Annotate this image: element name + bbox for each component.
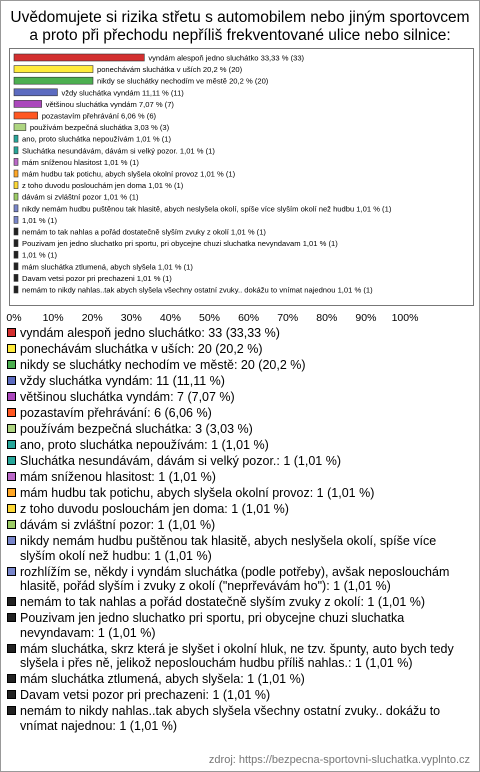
legend-item xyxy=(7,642,475,671)
bar xyxy=(14,77,93,84)
legend-swatch xyxy=(7,597,16,606)
bar-value-label: Sluchátka nesundávám, dávám si velký pozor. 1,01 % (1) xyxy=(22,146,215,156)
legend-label: používám bezpečná sluchátka: 3 (3,03 %) xyxy=(20,422,253,436)
legend-item xyxy=(7,438,475,453)
legend-label: většinou sluchátka vyndám: 7 (7,07 %) xyxy=(20,390,235,404)
bar xyxy=(14,205,18,212)
legend-label: Sluchátka nesundávám, dávám si velký pozor.: 1 (1,01 %) xyxy=(20,454,341,468)
legend-label: z toho duvodu poslouchám jen doma: 1 (1,01 %) xyxy=(20,502,289,516)
bar-value-label: pozastavím přehrávání 6,06 % (6) xyxy=(41,111,157,121)
x-tick-label: 90% xyxy=(355,312,377,324)
legend-label: mám sluchátka ztlumená, abych slyšela: 1 (1,01 %) xyxy=(20,672,305,686)
legend-swatch xyxy=(7,613,16,622)
bar xyxy=(14,286,18,293)
chart-legend xyxy=(7,326,475,735)
legend-item xyxy=(7,672,475,687)
bar xyxy=(14,263,18,270)
legend-item xyxy=(7,374,475,389)
legend-swatch xyxy=(7,504,16,513)
x-tick-label: 70% xyxy=(277,312,299,324)
legend-label: vyndám alespoň jedno sluchátko: 33 (33,33 %) xyxy=(20,326,280,340)
x-tick-label: 60% xyxy=(238,312,260,324)
bar-value-label: Pouzivam jen jedno sluchatko pri sportu, pri obycejne chuzi sluchatka nevyndavam 1,01 % (1) xyxy=(22,239,338,249)
legend-item xyxy=(7,534,475,563)
x-tick-label: 100% xyxy=(391,312,419,324)
bar xyxy=(14,135,18,142)
legend-swatch xyxy=(7,706,16,715)
bar xyxy=(14,66,93,73)
x-tick-label: 20% xyxy=(81,312,103,324)
legend-label: nikdy nemám hudbu puštěnou tak hlasitě, abych neslyšela okolí, spíše více slyším okolí než hudbu: 1 (1,01 %) xyxy=(20,534,437,563)
chart-title: Uvědomujete si rizika střetu s automobilem nebo jiným sportovcem a proto při přechodu nepříliš frekventované ulice nebo silnice: xyxy=(10,9,470,44)
legend-label: nemám to nikdy nahlas..tak abych slyšela všechny ostatní zvuky.. dokážu to vnímat najednou: 1 (1,01 %) xyxy=(20,704,441,733)
bar xyxy=(14,182,18,189)
legend-label: mám hudbu tak potichu, abych slyšela okolní provoz: 1 (1,01 %) xyxy=(20,486,375,500)
legend-swatch xyxy=(7,472,16,481)
legend-label: rozhlížím se, někdy i vyndám sluchátka (podle potřeby), avšak neposlouchám hlasitě, pořád slyším i zvuky z okolí ("neprřevávám ho"): 1 (1,01 %) xyxy=(20,564,450,593)
legend-label: nikdy se sluchátky nechodím ve městě: 20 (20,2 %) xyxy=(20,358,306,372)
legend-item xyxy=(7,390,475,405)
legend-swatch xyxy=(7,392,16,401)
legend-item xyxy=(7,454,475,469)
source-note: zdroj: https://bezpecna-sportovni-sluchatka.vyplnto.cz xyxy=(208,754,470,766)
legend-item xyxy=(7,406,475,421)
legend-swatch xyxy=(7,690,16,699)
bar-value-label: ano, proto sluchátka nepoužívám 1,01 % (1) xyxy=(22,134,172,144)
legend-swatch xyxy=(7,488,16,497)
bar xyxy=(14,193,18,200)
bar-value-label: mám sluchátka ztlumená, abych slyšela 1,01 % (1) xyxy=(22,262,193,272)
legend-label: nemám to tak nahlas a pořád dostatečně slyším zvuky z okolí: 1 (1,01 %) xyxy=(20,595,426,609)
bar-value-label: Davam vetsi pozor pri prechazeni 1,01 % (1) xyxy=(22,273,172,283)
bar xyxy=(14,158,18,165)
x-tick-label: 0% xyxy=(6,312,22,324)
bar-value-label: 1,01 % (1) xyxy=(22,250,58,260)
bar xyxy=(14,100,42,107)
bar-value-label: vyndám alespoň jedno sluchátko 33,33 % (33) xyxy=(148,53,305,63)
legend-label: pozastavím přehrávání: 6 (6,06 %) xyxy=(20,406,212,420)
x-tick-label: 30% xyxy=(120,312,142,324)
bar xyxy=(14,147,18,154)
legend-swatch xyxy=(7,644,16,653)
legend-item xyxy=(7,342,475,357)
bar-value-label: dávám si zvláštní pozor 1,01 % (1) xyxy=(22,192,139,202)
legend-label: ano, proto sluchátka nepoužívám: 1 (1,01 %) xyxy=(20,438,269,452)
bar-value-label: nemám to tak nahlas a pořád dostatečně slyším zvuky z okolí 1,01 % (1) xyxy=(22,227,266,237)
legend-label: ponechávám sluchátka v uších: 20 (20,2 %) xyxy=(20,342,263,356)
legend-item xyxy=(7,518,475,533)
legend-swatch xyxy=(7,536,16,545)
legend-item xyxy=(7,422,475,437)
legend-item xyxy=(7,358,475,373)
legend-swatch xyxy=(7,344,16,353)
bar-value-label: používám bezpečná sluchátka 3,03 % (3) xyxy=(29,123,170,133)
bar-value-label: nikdy se sluchátky nechodím ve městě 20,2 % (20) xyxy=(96,76,269,86)
bar xyxy=(14,54,144,61)
legend-label: mám sníženou hlasitost: 1 (1,01 %) xyxy=(20,470,216,484)
bar xyxy=(14,274,18,281)
legend-swatch xyxy=(7,456,16,465)
x-tick-label: 40% xyxy=(159,312,181,324)
legend-item xyxy=(7,470,475,485)
legend-swatch xyxy=(7,424,16,433)
bar-chart xyxy=(1,1,480,326)
bar xyxy=(14,89,57,96)
bar xyxy=(14,251,18,258)
bar-value-label: 1,01 % (1) xyxy=(22,215,58,225)
legend-swatch xyxy=(7,567,16,576)
legend-item xyxy=(7,486,475,501)
bar xyxy=(14,124,26,131)
bar-value-label: mám hudbu tak potichu, abych slyšela okolní provoz 1,01 % (1) xyxy=(22,169,236,179)
legend-label: Pouzivam jen jedno sluchatko pri sportu, pri obycejne chuzi sluchatka nevyndavam: 1 (1,01 %) xyxy=(20,611,405,640)
legend-label: Davam vetsi pozor pri prechazeni: 1 (1,01 %) xyxy=(20,688,271,702)
legend-swatch xyxy=(7,376,16,385)
legend-swatch xyxy=(7,360,16,369)
legend-item xyxy=(7,611,475,640)
legend-item xyxy=(7,326,475,341)
bar xyxy=(14,216,18,223)
legend-swatch xyxy=(7,328,16,337)
legend-swatch xyxy=(7,520,16,529)
legend-item xyxy=(7,704,475,733)
x-tick-label: 80% xyxy=(316,312,338,324)
legend-label: mám sluchátka, skrz která je slyšet i okolní hluk, ne tzv. špunty, auto bych tedy slyšela i přes ně, jelikož neposlouchám hudbu příliš nahlas.: 1 (1,01 %) xyxy=(20,641,454,670)
bar-value-label: nikdy nemám hudbu puštěnou tak hlasitě, abych neslyšela okolí, spíše více slyším okolí než hudbu 1,01 % (1) xyxy=(22,204,392,214)
legend-item xyxy=(7,565,475,594)
bar-value-label: mám sníženou hlasitost 1,01 % (1) xyxy=(22,157,139,167)
legend-item xyxy=(7,595,475,610)
legend-swatch xyxy=(7,674,16,683)
legend-swatch xyxy=(7,408,16,417)
bar-value-label: ponechávám sluchátka v uších 20,2 % (20) xyxy=(96,65,243,75)
bar xyxy=(14,228,18,235)
legend-item xyxy=(7,502,475,517)
legend-label: vždy sluchátka vyndám: 11 (11,11 %) xyxy=(20,374,225,388)
x-tick-label: 50% xyxy=(198,312,221,324)
bar xyxy=(14,240,18,247)
legend-item xyxy=(7,688,475,703)
bar-value-label: vždy sluchátka vyndám 11,11 % (11) xyxy=(61,88,184,98)
bar xyxy=(14,112,38,119)
bar-value-label: nemám to nikdy nahlas..tak abych slyšela všechny ostatní zvuky.. dokážu to vnímat najednou 1,01 % (1) xyxy=(22,285,373,295)
legend-swatch xyxy=(7,440,16,449)
bar-value-label: z toho duvodu poslouchám jen doma 1,01 % (1) xyxy=(22,181,184,191)
legend-label: dávám si zvláštní pozor: 1 (1,01 %) xyxy=(20,518,216,532)
x-tick-label: 10% xyxy=(42,312,64,324)
bar-value-label: většinou sluchátka vyndám 7,07 % (7) xyxy=(45,99,174,109)
bar xyxy=(14,170,18,177)
